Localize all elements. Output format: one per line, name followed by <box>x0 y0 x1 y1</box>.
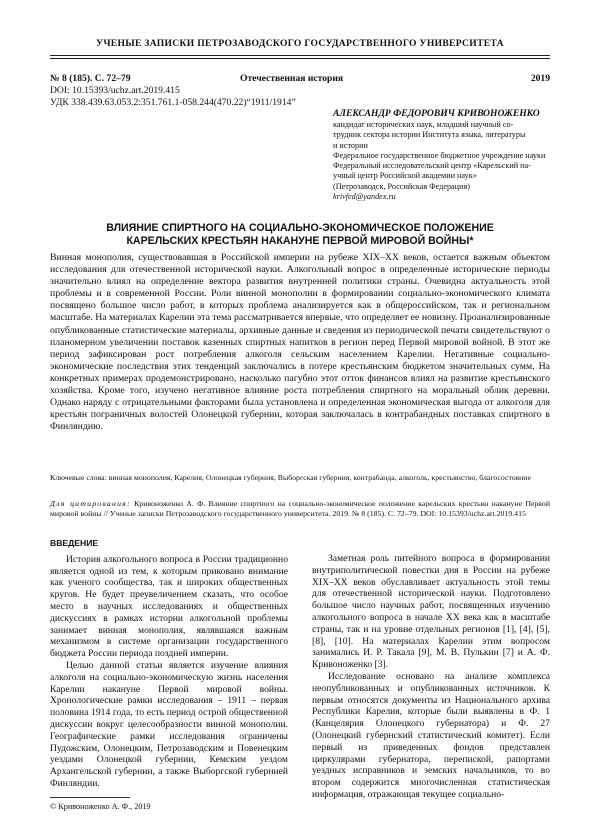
keywords: Ключевые слова: винная монополия, Карелия, Олонецкая губерния, Выборгская губерния, контрабанда, алкоголь, крестьянство, благосостояние <box>50 473 531 482</box>
issue-year: 2019 <box>530 73 550 84</box>
article-page <box>50 0 550 820</box>
affiliation-line: Федеральное государственное бюджетное учреждение науки <box>333 150 546 160</box>
section-name: Отечественная история <box>240 73 344 84</box>
abstract: Винная монополия, существовавшая в Российской империи на рубеже XIX–XX веков, остается важным объектом исследования для отечественной исторической науки. Алкогольный вопрос в определенные исторические периоды значительно влиял на определение вектора развития внутренней политики страны. Очевидна актуальность этой проблемы и в современной России. Роли винной монополии в формировании социально-экономического климата посвящено большое число работ, в которых проблема анализируется как в общероссийском, так и региональном масштабе. На материалах Карелии эта тема рассматривается впервые, что определяет ее новизну. Проанализированные опубликованные статистические материалы, архивные данные и сведения из периодической печати свидетельствуют о планомерном увеличении поставок казенных спиртных напитков в регион перед Первой мировой войной. В этот же период зафиксирован рост потребления алкоголя сельским населением Карелии. Негативные социально-экономические последствия этих тенденций заключались в потере крестьянским бюджетом значительных сумм. На конкретных примерах продемонстрировано, насколько пагубно этот отток финансов влиял на развитие крестьянского хозяйства. Кроме того, изучено негативное влияние роста потребления спиртного на моральный облик деревни. Однако наряду с отрицательными факторами была установлена и определенная экономическая выгода от алкоголя для крестьян пограничных волостей Олонецкой губернии, которая заключалась в контрабандных поставках спиртного в Финляндию. <box>50 252 550 433</box>
copyright: © Кривоноженко А. Ф., 2019 <box>50 802 151 811</box>
article-title <box>50 222 550 248</box>
intro-left-column <box>50 538 288 790</box>
title-line: КАРЕЛЬСКИХ КРЕСТЬЯН НАКАНУНЕ ПЕРВОЙ МИРОВОЙ ВОЙНЫ* <box>126 235 474 247</box>
citation <box>50 499 550 518</box>
citation-text: Кривоноженко А. Ф. Влияние спиртного на социально-экономическое положение карельских крестьян накануне Первой мировой войны // Ученые записки Петрозаводского государственного университета. 2019. № 8 (185). С. 72–79. DOI: 10.15393/uchz.art.2019.415 <box>50 499 551 518</box>
intro-paragraph: История алкогольного вопроса в России традиционно является одной из тем, к которым приковано внимание как ученого сообщества, так и широких общественных кругов. Не будет преувеличением сказать, что особое место в научных исследованиях и общественных дискуссиях в рамках истории алкогольной проблемы занимает винная монополия, являвшаяся важным механизмом в системе организации государственного бюджета России периода поздней империи. <box>50 553 288 660</box>
citation-label: Для цитирования: <box>50 499 131 508</box>
issue-number: № 8 (185). С. 72–79 <box>50 73 131 84</box>
intro-paragraph: Заметная роль питейного вопроса в формировании внутриполитической повестки дня в России на рубеже XIX–XX веков обуславливает актуальность этой темы для отечественной исторической науки. Подготовлено большое число научных работ, посвященных изучению алкогольного вопроса в начале XX века как в масштабе страны, так и на уровне отдельных регионов [1], [4], [5], [8], [10]. На материалах Карелии этим вопросом занимались И. Р. Такала [9], М. В. Пулькин [7] и А. Ф. Кривоноженко [3]. <box>312 553 550 671</box>
intro-paragraph: Исследование основано на анализе комплекса неопубликованных и опубликованных источников. К первым относятся документы из Национального архива Республики Карелия, которые были выявлены в Ф. 1 (Канцелярия Олонецкого губернатора) и Ф. 27 (Олонецкий губернский статистический комитет). Если первый из приведенных фондов представлен циркулярами губернатора, перепиской, рапортами уездных исправников и земских начальников, то во втором содержится многочисленная статистическая информация, отражающая текущее социально- <box>312 670 550 800</box>
affiliation-line: (Петрозаводск, Российская Федерация) <box>333 181 470 191</box>
intro-heading: ВВЕДЕНИЕ <box>50 538 99 548</box>
journal-title: УЧЕНЫЕ ЗАПИСКИ ПЕТРОЗАВОДСКОГО ГОСУДАРСТВЕННОГО УНИВЕРСИТЕТА <box>96 38 504 49</box>
doi[interactable]: DOI: 10.15393/uchz.art.2019.415 <box>50 85 180 96</box>
footnote-rule <box>50 797 130 798</box>
title-line: ВЛИЯНИЕ СПИРТНОГО НА СОЦИАЛЬНО-ЭКОНОМИЧЕСКОЕ ПОЛОЖЕНИЕ <box>106 222 494 234</box>
udc-code: УДК 338.439.63.053.2:351.761.1-058.244(470.22)“1911/1914” <box>50 97 296 108</box>
affiliation-line: учный центр Российской академии наук» <box>333 171 477 181</box>
affiliation-line: трудник сектора истории Института языка, литературы <box>333 130 526 140</box>
affiliation-line: и истории <box>333 140 368 150</box>
intro-right-column <box>312 553 550 801</box>
affiliation-line: кандидат исторических наук, младший научный со- <box>333 120 514 129</box>
author-email[interactable]: krivfed@yandex.ru <box>333 192 396 202</box>
author-name: АЛЕКСАНДР ФЕДОРОВИЧ КРИВОНОЖЕНКО <box>333 108 540 119</box>
header-divider <box>50 55 550 56</box>
header-divider-2 <box>50 58 550 59</box>
intro-paragraph: Целью данной статьи является изучение влияния алкоголя на социально-экономическую жизнь населения Карелии накануне Первой мировой войны. Хронологические рамки исследования – 1911 – первая половина 1914 года, то есть период острой общественной дискуссии вокруг целесообразности винной монополии. Географические рамки исследования ограничены Пудожским, Олонецким, Петрозаводским и Повенецким уездами Олонецкой губернии, Кемским уездом Архангельской губернии, а также Выборгской губернией Финляндии. <box>50 659 288 789</box>
author-affiliation <box>333 120 550 202</box>
affiliation-line: Федеральный исследовательский центр «Карельский на- <box>333 161 531 171</box>
